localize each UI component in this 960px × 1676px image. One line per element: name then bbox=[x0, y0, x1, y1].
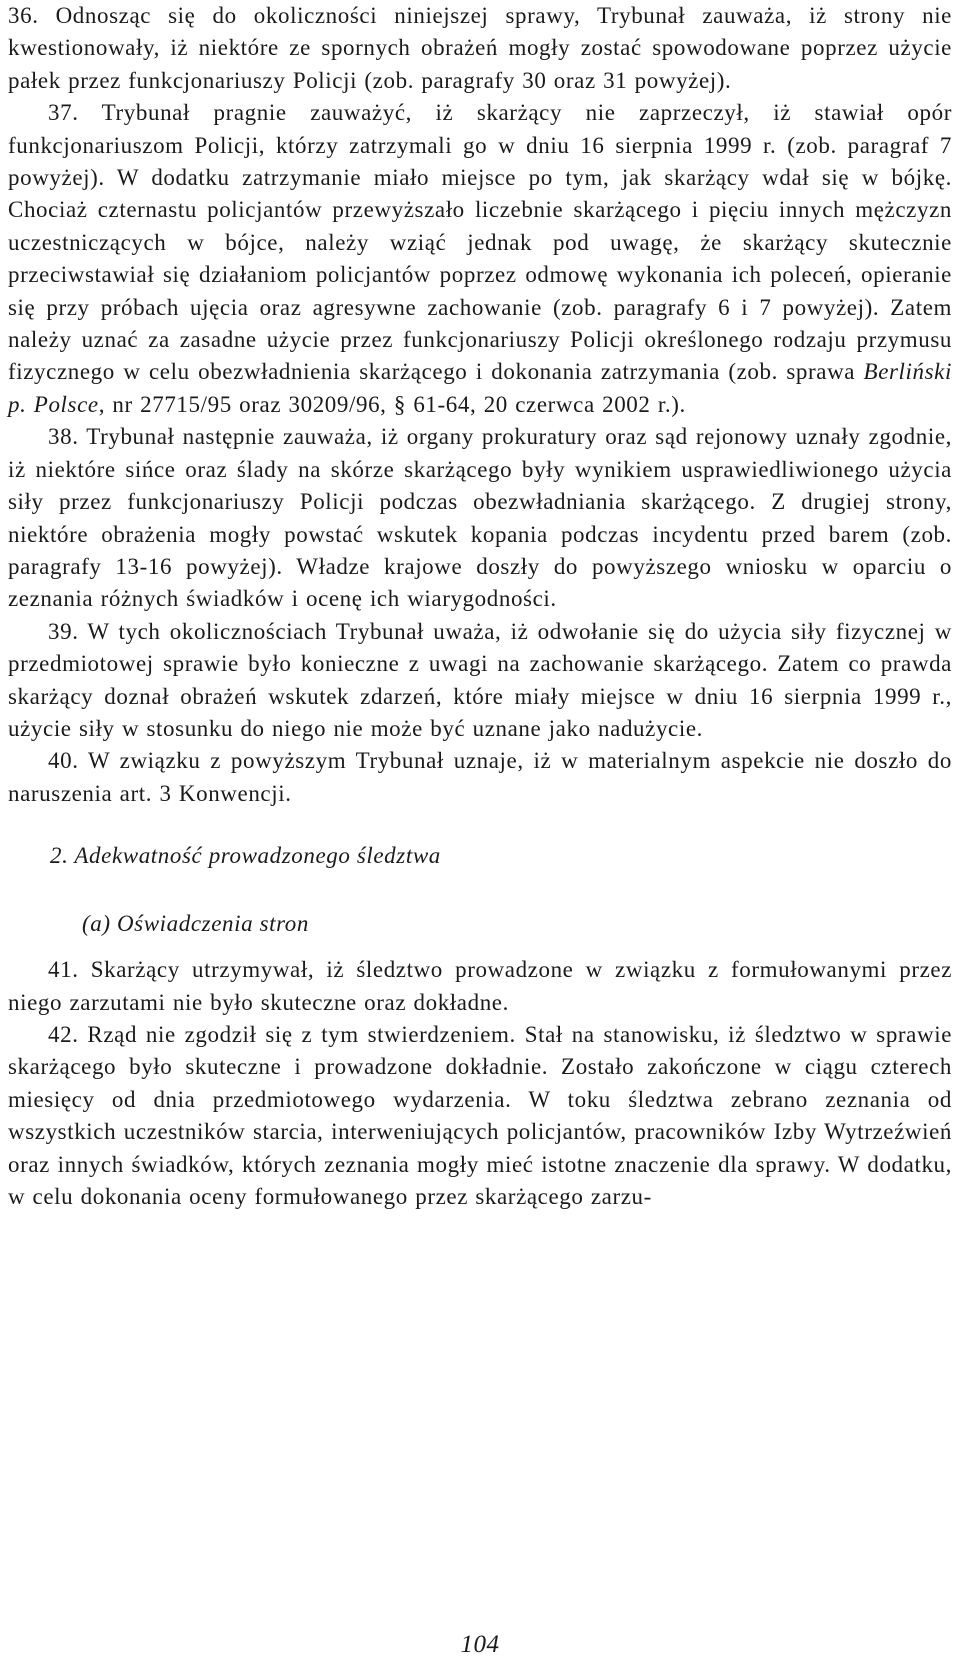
paragraph-40: 40. W związku z powyższym Trybunał uznaje, iż w materialnym aspekcie nie doszło do naruszenia art. 3 Konwencji. bbox=[8, 748, 952, 806]
subsection-heading: (a) Oświadczenia stron bbox=[82, 911, 310, 937]
paragraph-39: 39. W tych okolicznościach Trybunał uważa, iż odwołanie się do użycia siły fizycznej w przedmiotowej sprawie było konieczne z uwagi na zachowanie skarżącego. Zatem co prawda skarżący doznał obrażeń wskutek zdarzeń, które miały miejsce w dniu 16 sierpnia 1999 r., użycie siły w stosunku do niego nie może być uznane jako nadużycie. bbox=[8, 618, 952, 741]
paragraph-37-text: 37. Trybunał pragnie zauważyć, iż skarżący nie zaprzeczył, iż stawiał opór funkcjonariuszom Policji, którzy zatrzymali go w dniu 16 sierpnia 1999 r. (zob. paragraf 7 powyżej). W dodatku zatrzymanie miało miejsce po tym, jak skarżący wdał się w bójkę. Chociaż czternastu policjantów przewyższało liczebnie skarżącego i pięciu innych mężczyzn uczestniczących w bójce, należy wziąć jednak pod uwagę, że skarżący skutecznie przeciwstawiał się działaniom policjantów poprzez odmowę wykonania ich poleceń, opieranie się przy próbach ujęcia oraz agresywne zachowanie (zob. paragrafy 6 i 7 powyżej). Zatem należy uznać za zasadne użycie przez funkcjonariuszy Policji określonego rodzaju przymusu fizycznego w celu obezwładnienia skarżącego i dokonania zatrzymania (zob. sprawa bbox=[8, 100, 952, 385]
section-heading: 2. Adekwatność prowadzonego śledztwa bbox=[50, 843, 441, 869]
case-name-italic: Berliński p. Polsce bbox=[8, 359, 952, 417]
page-number: 104 bbox=[460, 1631, 500, 1658]
paragraph-37 bbox=[8, 97, 952, 421]
paragraph-36: 36. Odnosząc się do okoliczności niniejszej sprawy, Trybunał zauważa, iż strony nie kwestionowały, iż niektóre ze spornych obrażeń mogły zostać spowodowane poprzez użycie pałek przez funkcjonariuszy Policji (zob. paragrafy 30 oraz 31 powyżej). bbox=[8, 3, 952, 93]
document-page bbox=[8, 0, 952, 1213]
paragraph-37-text-end: , nr 27715/95 oraz 30209/96, § 61-64, 20 czerwca 2002 r.). bbox=[98, 391, 686, 417]
paragraph-38: 38. Trybunał następnie zauważa, iż organy prokuratury oraz sąd rejonowy uznały zgodnie, iż niektóre sińce oraz ślady na skórze skarżącego były wynikiem usprawiedliwionego użycia siły przez funkcjonariuszy Policji podczas obezwładniania skarżącego. Z drugiej strony, niektóre obrażenia mogły powstać wskutek kopania podczas incydentu przed barem (zob. paragrafy 13-16 powyżej). Władze krajowe doszły do powyższego wniosku w oparciu o zeznania różnych świadków i ocenę ich wiarygodności. bbox=[8, 424, 952, 612]
paragraph-41: 41. Skarżący utrzymywał, iż śledztwo prowadzone w związku z formułowanymi przez niego zarzutami nie było skuteczne oraz dokładne. bbox=[8, 957, 952, 1015]
paragraph-42: 42. Rząd nie zgodził się z tym stwierdzeniem. Stał na stanowisku, iż śledztwo w sprawie skarżącego było skuteczne i prowadzone dokładnie. Zostało zakończone w ciągu czterech miesięcy od dnia przedmiotowego wydarzenia. W toku śledztwa zebrano zeznania od wszystkich uczestników starcia, interweniujących policjantów, pracowników Izby Wytrzeźwień oraz innych świadków, których zeznania mogły mieć istotne znaczenie dla sprawy. W dodatku, w celu dokonania oceny formułowanego przez skarżącego zarzu- bbox=[8, 1021, 952, 1209]
